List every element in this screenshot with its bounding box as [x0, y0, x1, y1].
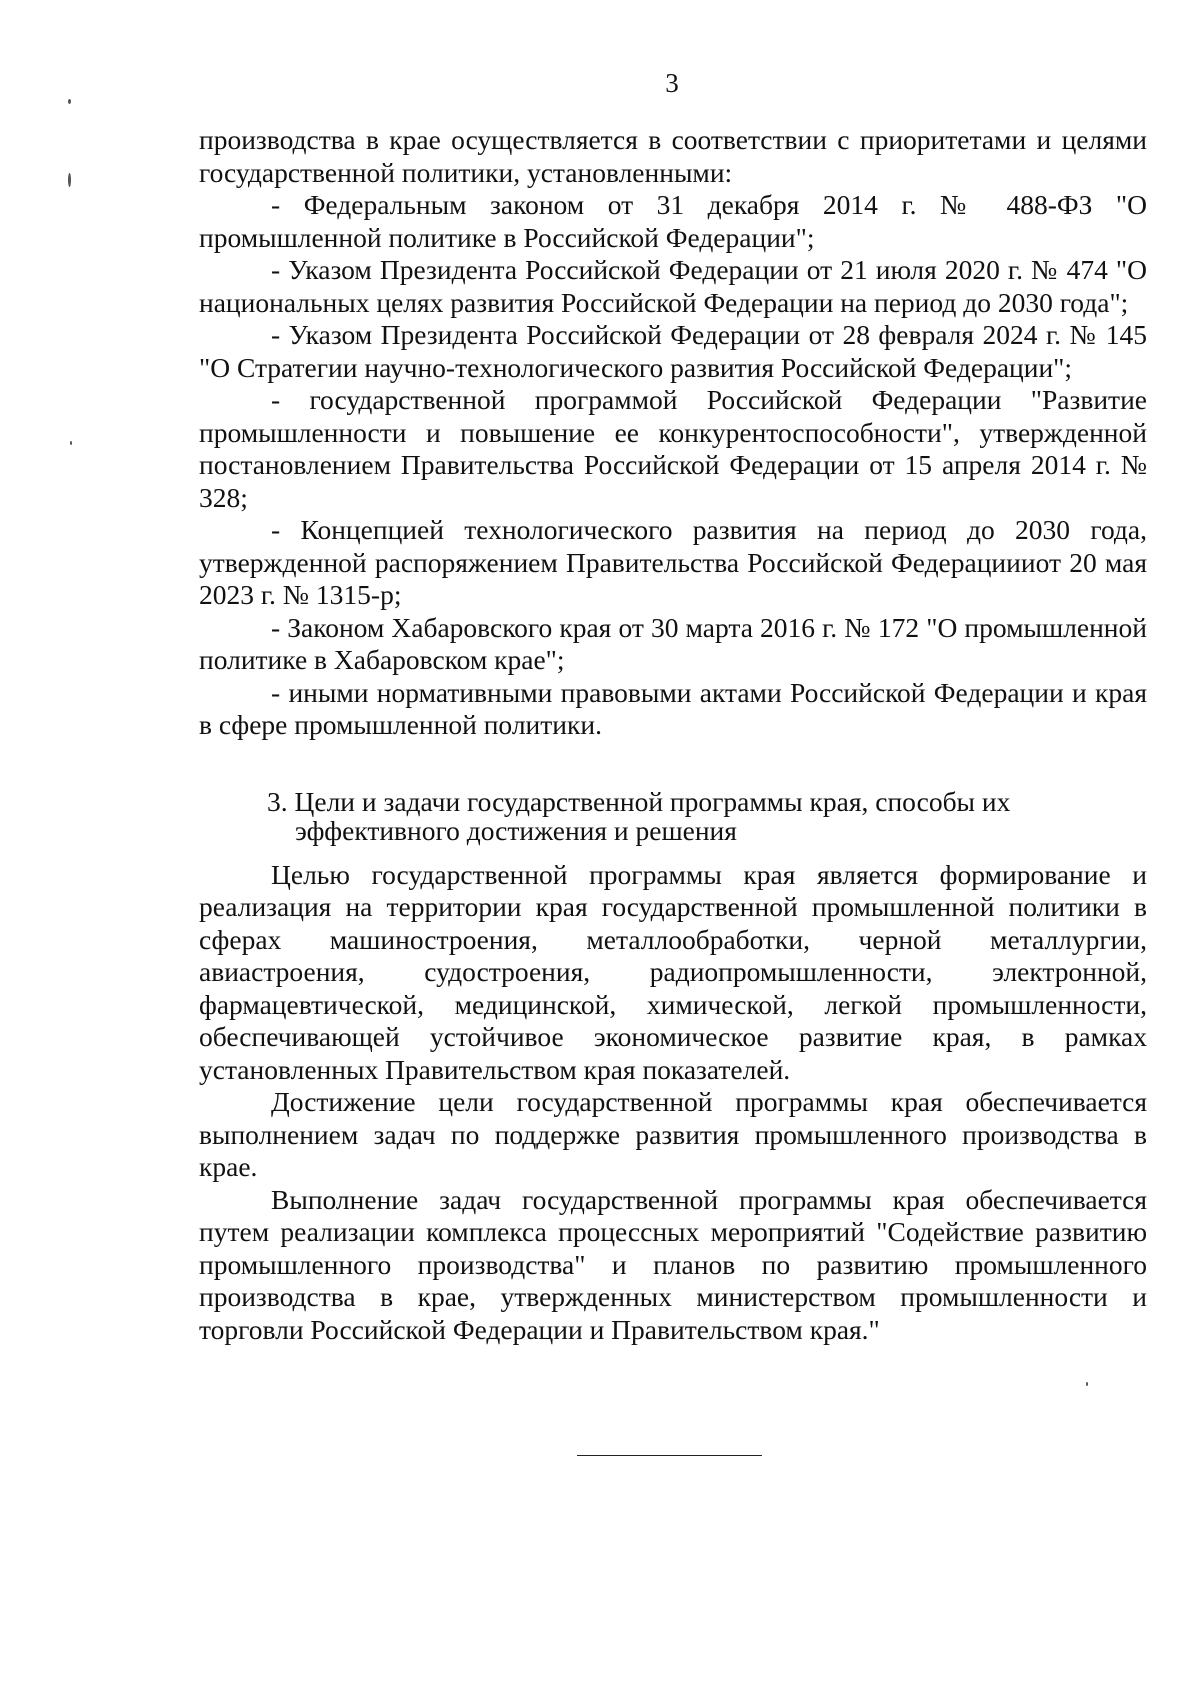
list-item-decree-2020: - Указом Президента Российской Федерации от 21 июля 2020 г. № 474 "О национальных целях развития Российской Федерации на период до 2030 года";	[199, 254, 1147, 318]
scan-speck	[1086, 1382, 1088, 1386]
paragraph-intro: производства в крае осуществляется в соответствии с приоритетами и целями государственной политики, установленными:	[199, 124, 1147, 188]
list-item-concept: - Концепцией технологического развития на период до 2030 года, утвержденной распоряжением Правительства Российской Федерациииот 20 мая 2023 г. № 1315-р;	[199, 514, 1147, 610]
list-item-federal-law: - Федеральным законом от 31 декабря 2014 г. № 488-ФЗ "О промышленной политике в Российской Федерации";	[199, 189, 1147, 253]
list-item-regional-law: - Законом Хабаровского края от 30 марта 2016 г. № 172 "О промышленной политике в Хабаровском крае";	[199, 611, 1147, 675]
scan-speck	[68, 99, 71, 104]
section-heading-line-2: эффективного достижения и решения	[295, 814, 737, 846]
paragraph-implementation: Выполнение задач государственной программы края обеспечивается путем реализации комплекса процессных мероприятий "Содействие развитию промышленного производства" и планов по развитию промышленного производства в крае, утвержденных министерством промышленности и торговли Российской Федерации и Правительством края."	[199, 1183, 1147, 1345]
document-body	[199, 124, 1147, 1346]
section-heading	[199, 787, 1147, 845]
scan-speck	[70, 441, 72, 445]
list-item-other-acts: - иными нормативными правовыми актами Российской Федерации и края в сфере промышленной политики.	[199, 676, 1147, 740]
list-item-decree-2024: - Указом Президента Российской Федерации от 28 февраля 2024 г. № 145 "О Стратегии научно-технологического развития Российской Федерации";	[199, 319, 1147, 383]
paragraph-achievement: Достижение цели государственной программы края обеспечивается выполнением задач по поддержке развития промышленного производства в крае.	[199, 1086, 1147, 1182]
end-rule	[577, 1455, 762, 1456]
page-number: 3	[665, 68, 679, 98]
list-item-state-program: - государственной программой Российской Федерации "Развитие промышленности и повышение ее конкурентоспособности", утвержденной постановлением Правительства Российской Федерации от 15 апреля 2014 г. № 328;	[199, 384, 1147, 513]
section-heading-number: 3.	[267, 785, 288, 817]
paragraph-goal: Целью государственной программы края является формирование и реализация на территории края государственной промышленной политики в сферах машиностроения, металлообработки, черной металлургии, авиастроения, судостроения, радиопромышленности, электронной, фармацевтической, медицинской, химической, легкой промышленности, обеспечивающей устойчивое экономическое развитие края, в рамках установленных Правительством края показателей.	[199, 858, 1147, 1085]
section-heading-line-1: Цели и задачи государственной программы края, способы их	[294, 785, 1011, 817]
scan-speck	[68, 173, 71, 187]
